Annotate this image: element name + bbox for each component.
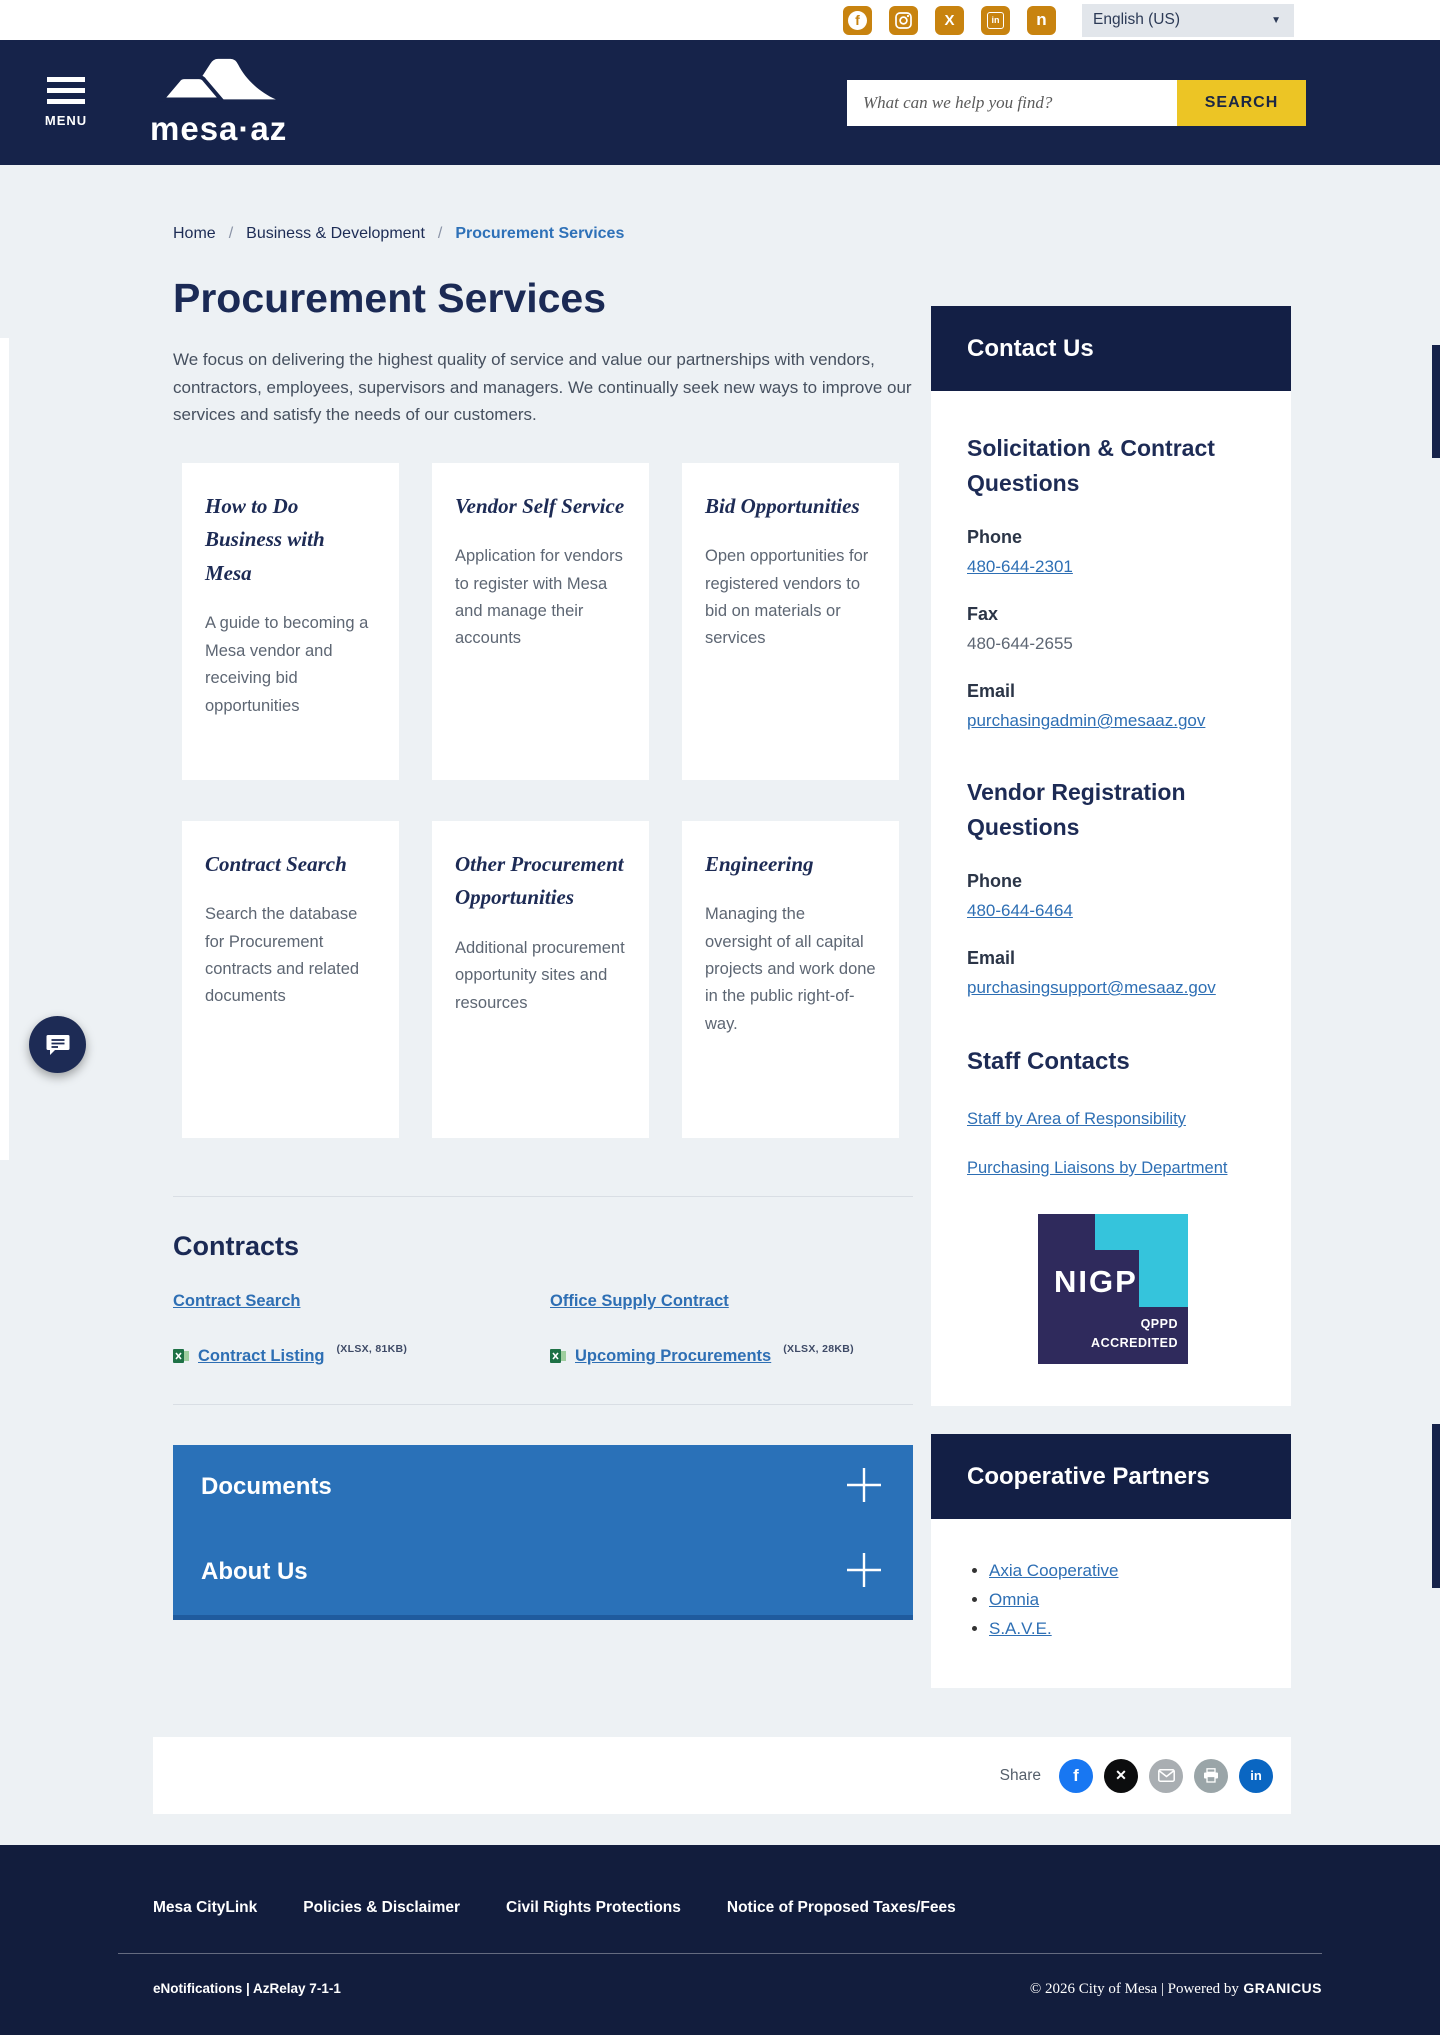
linkedin-glyph: in bbox=[987, 12, 1004, 29]
plus-icon bbox=[845, 1551, 883, 1594]
contact-us-header: Contact Us bbox=[931, 306, 1291, 391]
left-edge-panel bbox=[0, 338, 9, 1160]
card-title: Engineering bbox=[705, 851, 814, 876]
phone-label: Phone bbox=[967, 871, 1023, 891]
card-title: Other Procurement Opportunities bbox=[455, 851, 624, 910]
nigp-wordmark: NIGP bbox=[1054, 1264, 1138, 1299]
excel-file-icon bbox=[173, 1347, 190, 1365]
card-description: A guide to becoming a Mesa vendor and receiving bid opportunities bbox=[205, 614, 369, 715]
share-facebook-button[interactable] bbox=[1059, 1759, 1093, 1793]
vendor-registration-heading: Vendor Registration Questions bbox=[967, 779, 1186, 840]
scrollbar-fragment bbox=[1432, 1424, 1440, 1588]
office-supply-contract-link[interactable]: Office Supply Contract bbox=[550, 1291, 729, 1310]
card-description: Managing the oversight of all capital projects and work done in the public right-of-way. bbox=[705, 905, 876, 1033]
breadcrumb-separator: / bbox=[437, 225, 443, 242]
cooperative-partners-card bbox=[931, 1434, 1291, 1688]
share-bar bbox=[153, 1737, 1291, 1814]
card-description: Additional procurement opportunity sites and resources bbox=[455, 938, 625, 1012]
card-how-to-do-business[interactable] bbox=[182, 463, 399, 780]
facebook-glyph: f bbox=[848, 11, 867, 30]
site-logo[interactable] bbox=[150, 57, 287, 148]
breadcrumb-section-link[interactable]: Business & Development bbox=[246, 225, 425, 242]
breadcrumb-current-page: Procurement Services bbox=[455, 225, 625, 242]
footer-link-taxes-fees[interactable]: Notice of Proposed Taxes/Fees bbox=[726, 1899, 956, 1916]
contract-listing-file-link[interactable]: Contract Listing bbox=[198, 1346, 325, 1365]
vendor-email-link[interactable]: purchasingsupport@mesaaz.gov bbox=[967, 978, 1216, 997]
card-vendor-self-service[interactable] bbox=[432, 463, 649, 780]
accordion-documents[interactable] bbox=[173, 1445, 913, 1530]
page-title: Procurement Services bbox=[173, 275, 607, 321]
accordion-label: Documents bbox=[201, 1473, 332, 1501]
footer-divider bbox=[118, 1953, 1322, 1954]
breadcrumb-home-link[interactable]: Home bbox=[173, 225, 216, 242]
hamburger-icon bbox=[40, 77, 92, 104]
x-twitter-icon[interactable] bbox=[935, 6, 964, 35]
facebook-icon[interactable] bbox=[843, 6, 872, 35]
section-divider bbox=[173, 1196, 913, 1197]
list-item bbox=[989, 1619, 1261, 1639]
menu-label: MENU bbox=[44, 113, 88, 128]
site-header bbox=[0, 40, 1440, 165]
menu-button[interactable] bbox=[40, 77, 92, 128]
granicus-logo-text[interactable]: GRANICUS bbox=[1243, 1980, 1322, 1996]
top-utility-bar bbox=[0, 0, 1440, 40]
main-content-column bbox=[173, 261, 913, 1620]
service-cards-grid bbox=[182, 463, 913, 1138]
accordion-label: About Us bbox=[201, 1558, 308, 1586]
plus-icon bbox=[845, 1466, 883, 1509]
mesa-mountains-icon bbox=[158, 57, 280, 109]
share-linkedin-button[interactable] bbox=[1239, 1759, 1273, 1793]
instagram-glyph bbox=[895, 12, 912, 29]
solicitation-fax-number: 480-644-2655 bbox=[967, 634, 1073, 653]
accordion-about-us[interactable] bbox=[173, 1530, 913, 1615]
card-description: Application for vendors to register with Mesa and manage their accounts bbox=[455, 547, 623, 648]
contracts-links-grid bbox=[173, 1292, 913, 1366]
list-item bbox=[989, 1590, 1261, 1610]
footer-copyright bbox=[1030, 1980, 1322, 1998]
printer-icon bbox=[1203, 1768, 1219, 1783]
scrollbar-fragment bbox=[1432, 345, 1440, 458]
share-print-button[interactable] bbox=[1194, 1759, 1228, 1793]
linkedin-glyph: in bbox=[1250, 1768, 1262, 1783]
fax-label: Fax bbox=[967, 604, 999, 624]
breadcrumb bbox=[173, 165, 1291, 243]
chevron-down-icon: ▼ bbox=[1271, 14, 1281, 26]
footer-link-mesa-citylink[interactable]: Mesa CityLink bbox=[153, 1899, 258, 1916]
staff-contacts-heading: Staff Contacts bbox=[967, 1048, 1130, 1075]
breadcrumb-separator: / bbox=[228, 225, 234, 242]
nextdoor-glyph: n bbox=[1036, 10, 1047, 29]
share-email-button[interactable] bbox=[1149, 1759, 1183, 1793]
contracts-heading: Contracts bbox=[173, 1230, 300, 1261]
language-selector[interactable] bbox=[1082, 4, 1294, 37]
solicitation-questions-heading: Solicitation & Contract Questions bbox=[967, 435, 1215, 496]
card-title: Bid Opportunities bbox=[705, 493, 860, 518]
x-glyph: X bbox=[944, 11, 955, 29]
card-description: Open opportunities for registered vendors to bid on materials or services bbox=[705, 547, 869, 648]
card-title: Contract Search bbox=[205, 851, 347, 876]
nigp-logo-shape bbox=[1139, 1214, 1189, 1307]
share-x-button[interactable] bbox=[1104, 1759, 1138, 1793]
social-icons-row bbox=[843, 6, 1056, 35]
search-button[interactable]: SEARCH bbox=[1177, 80, 1306, 126]
chat-widget-button[interactable] bbox=[29, 1016, 86, 1073]
nigp-accreditation-logo bbox=[1038, 1214, 1188, 1364]
solicitation-email-link[interactable]: purchasingadmin@mesaaz.gov bbox=[967, 711, 1206, 730]
intro-paragraph: We focus on delivering the highest quality of service and value our partnerships with vendors, contractors, employees, supervisors and managers. We continually seek new ways to improve our services and satisfy the needs of our customers. bbox=[173, 350, 912, 425]
facebook-glyph: f bbox=[1073, 1765, 1079, 1785]
card-contract-search[interactable] bbox=[182, 821, 399, 1138]
partners-list bbox=[971, 1561, 1261, 1639]
staff-by-area-link[interactable]: Staff by Area of Responsibility bbox=[967, 1110, 1186, 1128]
upcoming-procurements-file-link[interactable]: Upcoming Procurements bbox=[575, 1346, 772, 1365]
card-other-procurement-opportunities[interactable] bbox=[432, 821, 649, 1138]
footer-link-policies[interactable]: Policies & Disclaimer bbox=[303, 1899, 461, 1916]
page-container bbox=[173, 165, 1291, 1814]
nextdoor-icon[interactable] bbox=[1027, 6, 1056, 35]
card-bid-opportunities[interactable] bbox=[682, 463, 899, 780]
email-label: Email bbox=[967, 948, 1016, 968]
footer-link-civil-rights[interactable]: Civil Rights Protections bbox=[506, 1899, 681, 1916]
nigp-accredited-text: QPPD ACCREDITED bbox=[1091, 1317, 1178, 1351]
vendor-phone-link[interactable]: 480-644-6464 bbox=[967, 901, 1073, 920]
section-divider bbox=[173, 1404, 913, 1405]
page-accordion bbox=[173, 1445, 913, 1620]
cooperative-partners-header: Cooperative Partners bbox=[931, 1434, 1291, 1519]
footer-enotifications-link[interactable]: eNotifications | AzRelay 7-1-1 bbox=[153, 1981, 341, 1996]
logo-wordmark: mesa·az bbox=[150, 110, 288, 147]
contract-search-link[interactable]: Contract Search bbox=[173, 1291, 301, 1310]
save-link[interactable]: S.A.V.E. bbox=[989, 1619, 1052, 1638]
sidebar-column bbox=[931, 306, 1291, 1688]
omnia-link[interactable]: Omnia bbox=[989, 1590, 1040, 1609]
language-selected-value: English (US) bbox=[1093, 11, 1180, 28]
purchasing-liaisons-link[interactable]: Purchasing Liaisons by Department bbox=[967, 1159, 1228, 1177]
nigp-logo-shape bbox=[1095, 1214, 1139, 1250]
card-title: Vendor Self Service bbox=[455, 493, 625, 518]
contact-us-card bbox=[931, 306, 1291, 1406]
axia-cooperative-link[interactable]: Axia Cooperative bbox=[989, 1561, 1119, 1580]
footer-links-row bbox=[118, 1899, 1322, 1917]
card-engineering[interactable] bbox=[682, 821, 899, 1138]
file-meta: (XLSX, 28KB) bbox=[783, 1342, 854, 1355]
copyright-text: © 2026 City of Mesa | Powered by bbox=[1029, 1981, 1239, 1997]
solicitation-phone-link[interactable]: 480-644-2301 bbox=[967, 557, 1073, 576]
site-footer bbox=[0, 1845, 1440, 2035]
chat-bubble-icon bbox=[45, 1033, 71, 1057]
site-search bbox=[847, 80, 1306, 126]
card-title: How to Do Business with Mesa bbox=[205, 493, 325, 585]
envelope-icon bbox=[1158, 1769, 1175, 1782]
x-glyph: ✕ bbox=[1115, 1767, 1127, 1783]
excel-file-icon bbox=[550, 1347, 567, 1365]
search-input[interactable] bbox=[847, 80, 1177, 126]
list-item bbox=[989, 1561, 1261, 1581]
share-label: Share bbox=[999, 1766, 1041, 1784]
phone-label: Phone bbox=[967, 527, 1023, 547]
email-label: Email bbox=[967, 681, 1016, 701]
instagram-icon[interactable] bbox=[889, 6, 918, 35]
card-description: Search the database for Procurement contracts and related documents bbox=[205, 905, 360, 1006]
file-meta: (XLSX, 81KB) bbox=[336, 1342, 408, 1355]
linkedin-icon[interactable] bbox=[981, 6, 1010, 35]
